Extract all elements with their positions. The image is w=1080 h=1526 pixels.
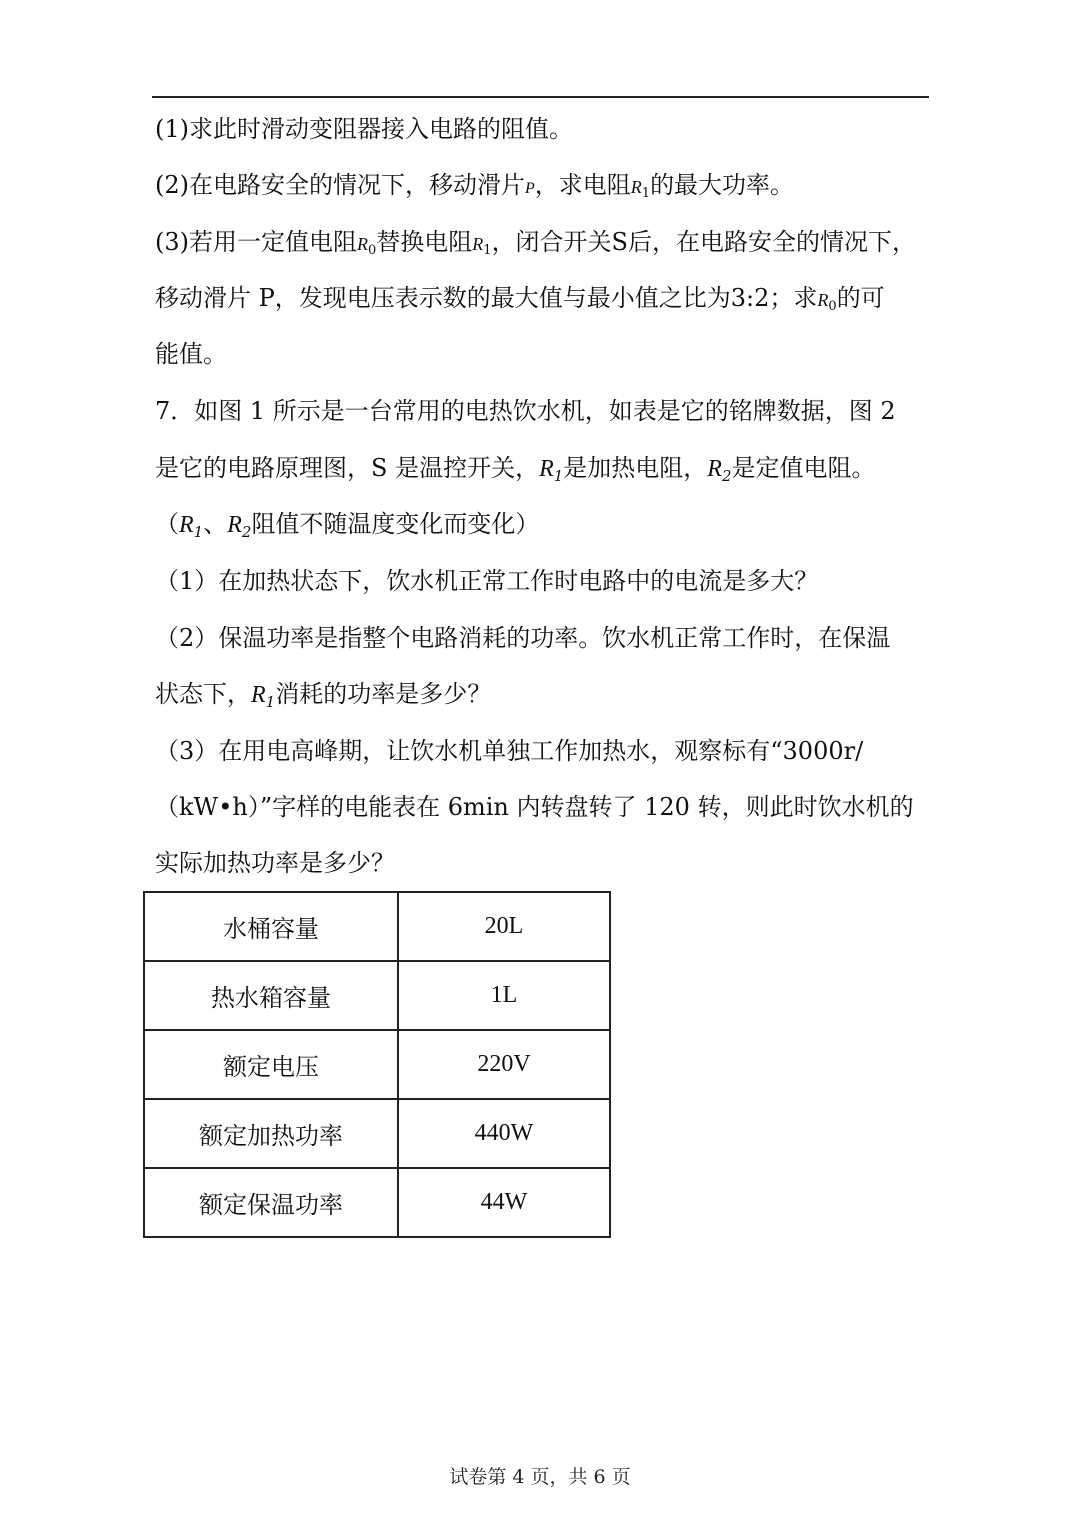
table-cell-label: 额定保温功率 [144, 1168, 398, 1237]
table-row [144, 1168, 610, 1237]
table-row [144, 1099, 610, 1168]
q6-part1: (1)求此时滑动变阻器接入电路的阻值。 [155, 115, 573, 143]
table-cell-value: 220V [398, 1030, 610, 1099]
table-cell-value: 44W [398, 1168, 610, 1237]
q7-sub3-line3: 实际加热功率是多少？ [155, 849, 395, 877]
table-cell-value: 1L [398, 961, 610, 1030]
q7-intro-line1: 7．如图 1 所示是一台常用的电热饮水机，如表是它的铭牌数据，图 2 [155, 397, 896, 425]
q6-part2: (2)在电路安全的情况下，移动滑片P，求电阻R1的最大功率。 [155, 171, 795, 201]
page-footer: 试卷第 4 页，共 6 页 [449, 1466, 631, 1488]
q6-part3-line3: 能值。 [155, 340, 227, 368]
table-row [144, 1030, 610, 1099]
header-rule [152, 96, 929, 98]
table-cell-label: 水桶容量 [144, 892, 398, 961]
table-cell-label: 额定电压 [144, 1030, 398, 1099]
table-row [144, 961, 610, 1030]
table-cell-value: 440W [398, 1099, 610, 1168]
q6-part3-line2: 移动滑片 P，发现电压表示数的最大值与最小值之比为3:2；求R0的可 [155, 284, 885, 314]
q7-sub3-line1: （3）在用电高峰期，让饮水机单独工作加热水，观察标有“3000r/ [155, 737, 864, 765]
table-cell-value: 20L [398, 892, 610, 961]
table-row [144, 892, 610, 961]
spec-table [143, 891, 611, 1238]
q7-intro-line2: 是它的电路原理图，S 是温控开关，$R_1$是加热电阻，$R_2$是定值电阻。 [155, 454, 876, 485]
q7-sub1: （1）在加热状态下，饮水机正常工作时电路中的电流是多大？ [155, 567, 819, 595]
q7-sub2-line2: 状态下，$R_1$消耗的功率是多少？ [155, 680, 492, 711]
q7-sub3-line2: （kW•h）”字样的电能表在 6min 内转盘转了 120 转，则此时饮水机的 [155, 793, 914, 821]
q6-part3-line1: (3)若用一定值电阻R0替换电阻R1，闭合开关S后，在电路安全的情况下， [155, 228, 917, 258]
q7-sub2-line1: （2）保温功率是指整个电路消耗的功率。饮水机正常工作时，在保温 [155, 624, 891, 652]
q7-note: （$R_1$、$R_2$阻值不随温度变化而变化） [155, 510, 540, 541]
table-cell-label: 额定加热功率 [144, 1099, 398, 1168]
table-cell-label: 热水箱容量 [144, 961, 398, 1030]
